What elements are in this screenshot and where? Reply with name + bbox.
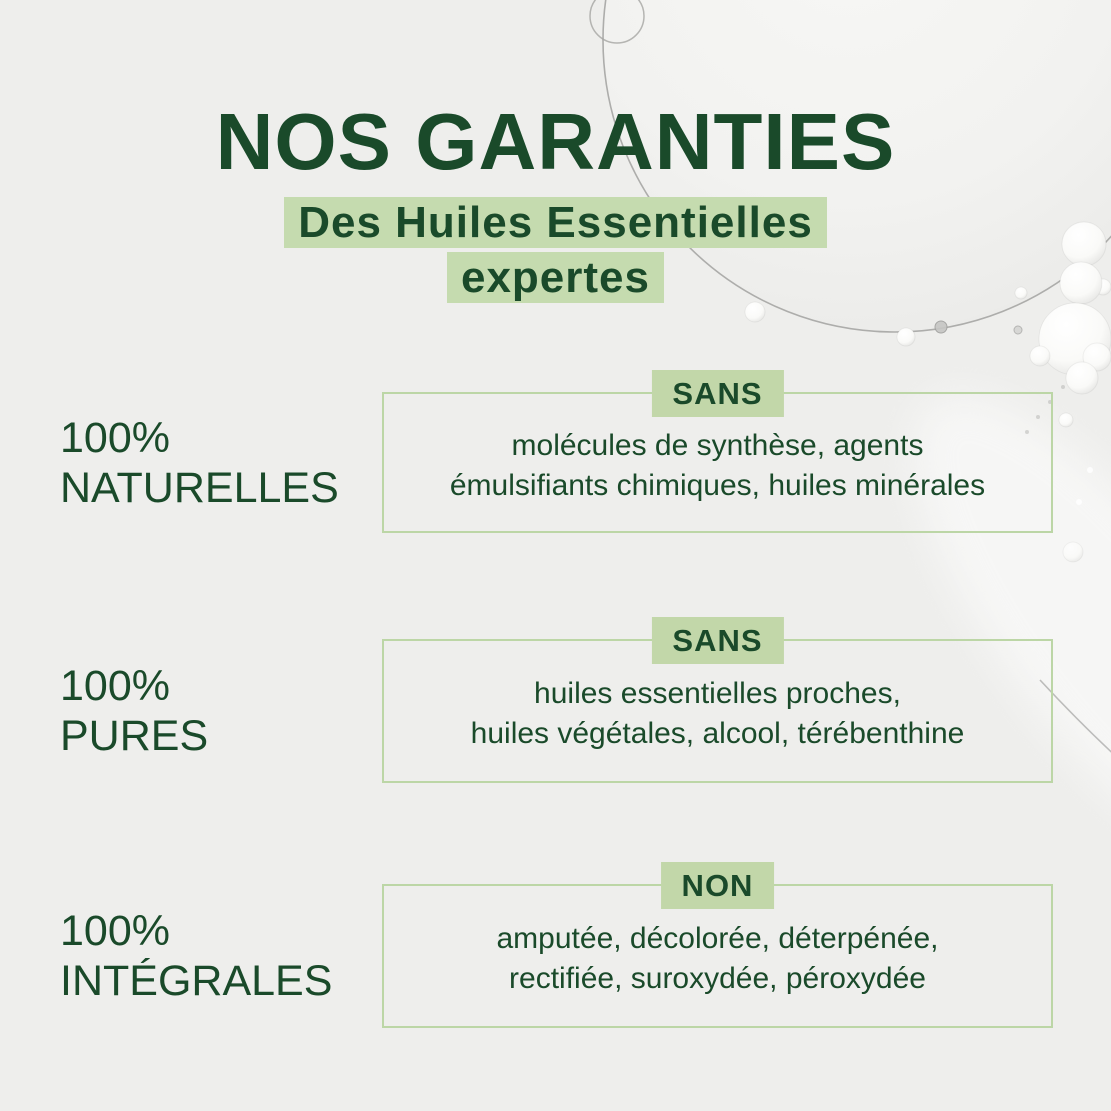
- guarantee-box: [382, 868, 1053, 1028]
- section-naturelles: [0, 376, 1111, 533]
- label-percent: 100%: [60, 662, 170, 710]
- oil-bubble: [897, 328, 915, 346]
- oil-bubble: [745, 302, 765, 322]
- badge-sans: SANS: [651, 617, 783, 664]
- guarantee-text: [471, 668, 965, 754]
- label-percent: 100%: [60, 907, 170, 955]
- section-integrales: [0, 868, 1111, 1028]
- badge-sans: SANS: [651, 370, 783, 417]
- section-label: [60, 906, 332, 1006]
- gray-bubble: [1014, 326, 1022, 334]
- guarantee-text-line: huiles essentielles proches,: [534, 677, 901, 710]
- subtitle-highlight-2: expertes: [447, 252, 664, 303]
- guarantee-box: [382, 376, 1053, 533]
- subtitle-highlight-1: Des Huiles Essentielles: [284, 197, 827, 248]
- label-percent: 100%: [60, 413, 170, 462]
- guarantee-box: [382, 623, 1053, 783]
- badge-non: NON: [661, 862, 775, 909]
- guarantee-text-line: molécules de synthèse, agents: [511, 428, 924, 462]
- oil-bubble: [1030, 346, 1050, 366]
- guarantee-text-line: émulsifiants chimiques, huiles minérales: [449, 468, 986, 502]
- oil-bubble: [1066, 362, 1098, 394]
- gray-bubble: [935, 321, 947, 333]
- speck: [1061, 385, 1065, 389]
- label-name: INTÉGRALES: [60, 957, 333, 1005]
- subtitle-row-2: [0, 252, 1111, 303]
- page-title: NOS GARANTIES: [215, 97, 896, 186]
- guarantee-text-line: rectifiée, suroxydée, péroxydée: [509, 962, 926, 995]
- section-label: [60, 413, 339, 513]
- subtitle-row-1: [0, 197, 1111, 248]
- guarantee-text-line: huiles végétales, alcool, térébenthine: [470, 717, 965, 750]
- section-label: [60, 661, 208, 761]
- guarantee-text-line: amputée, décolorée, déterpénée,: [496, 922, 939, 955]
- guarantee-text: [497, 913, 939, 999]
- oil-bubble: [1063, 542, 1083, 562]
- label-name: NATURELLES: [60, 463, 339, 512]
- section-pures: [0, 623, 1111, 783]
- guarantee-text: [450, 420, 985, 506]
- label-name: PURES: [60, 712, 209, 760]
